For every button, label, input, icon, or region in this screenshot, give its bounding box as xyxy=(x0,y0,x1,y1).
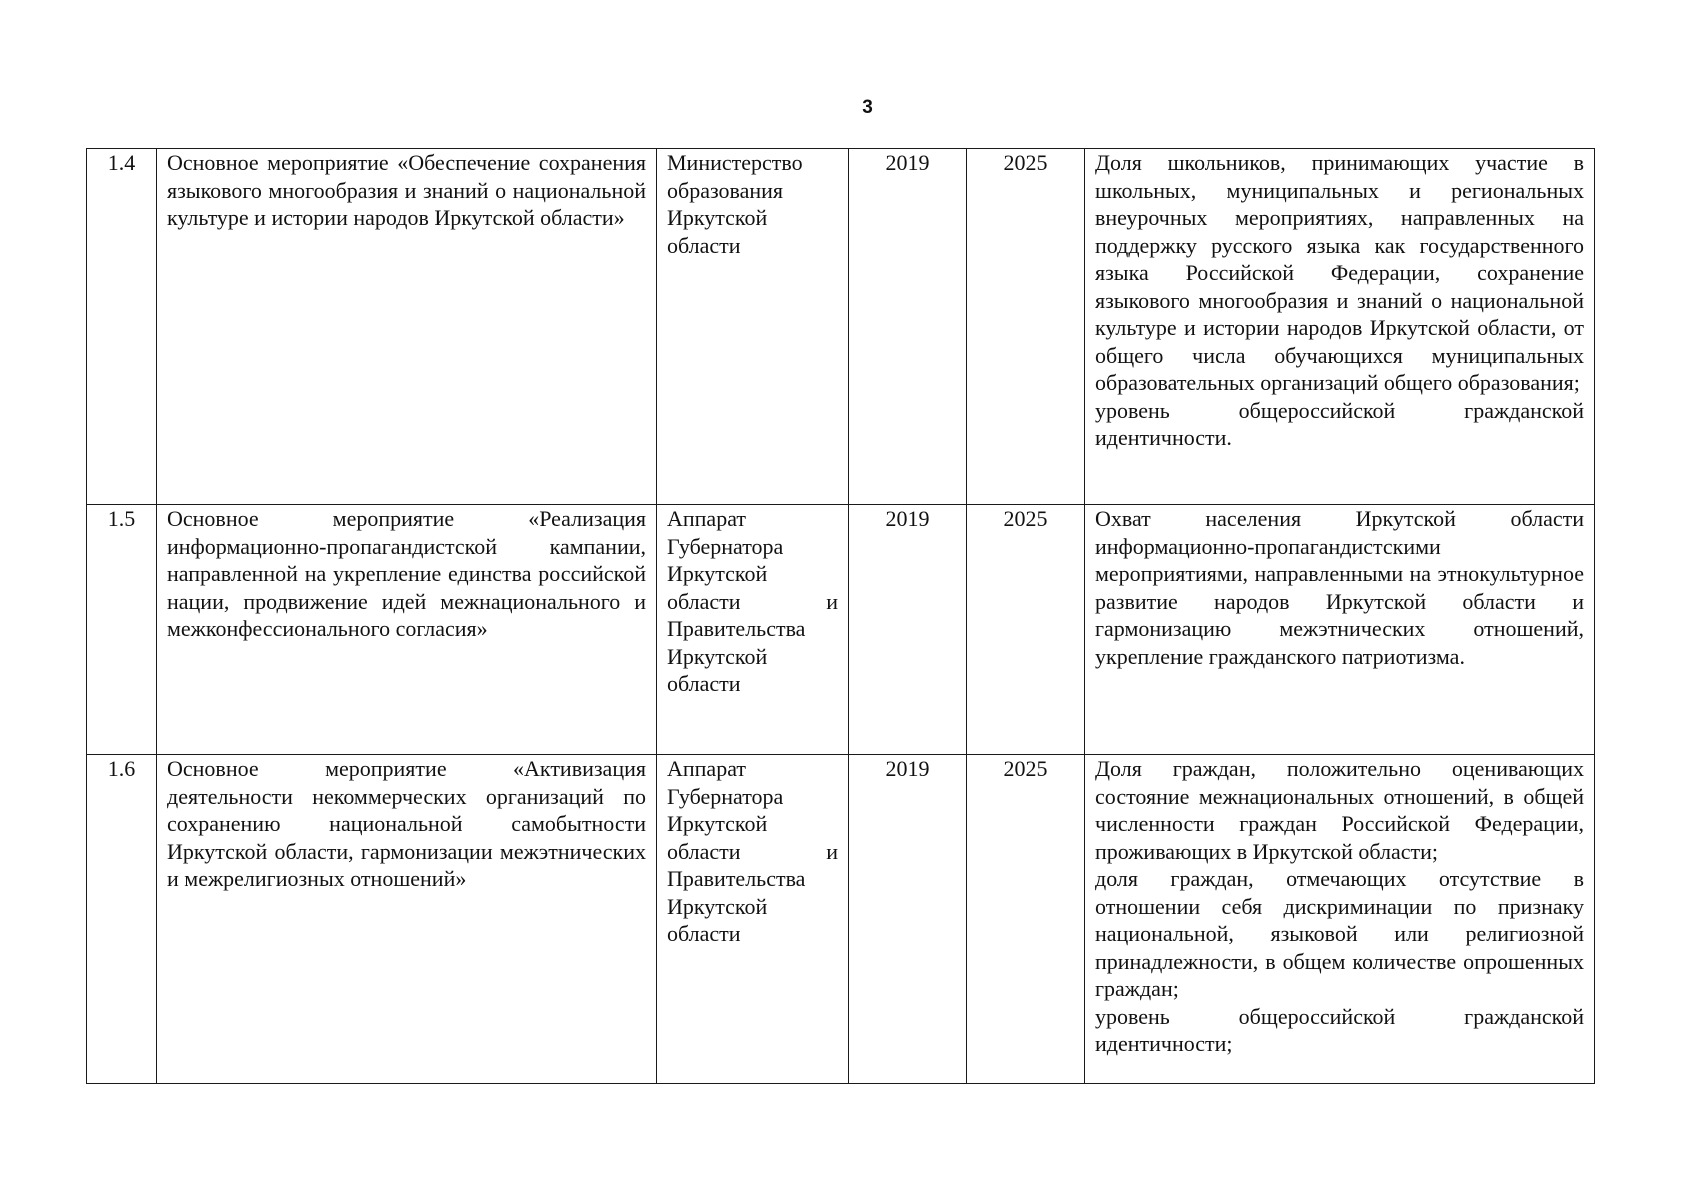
year-end: 2025 xyxy=(967,149,1085,505)
row-number: 1.4 xyxy=(87,149,157,505)
row-number: 1.5 xyxy=(87,505,157,755)
activity-title xyxy=(157,755,657,1084)
indicator-paragraph: доля граждан, отмечающих отсутствие в отношении себя дискриминации по признаку национальной, языковой или религиозной принадлежности, в общем количестве опрошенных граждан; xyxy=(1095,866,1584,1001)
executor-cell xyxy=(657,149,849,505)
table-row xyxy=(87,755,1595,1084)
year-end: 2025 xyxy=(967,755,1085,1084)
activities-table xyxy=(86,148,1595,1084)
indicator-paragraph: Доля школьников, принимающих участие в школьных, муниципальных и региональных внеурочных мероприятиях, направленных на поддержку русского языка как государственного языка Российской Федерации, сохранение языкового многообразия и знаний о национальной культуре и истории народов Иркутской области, от общего числа обучающихся муниципальных образовательных организаций общего образования; xyxy=(1095,150,1584,395)
indicator-paragraph: уровень общероссийской гражданской идентичности; xyxy=(1095,1003,1584,1056)
year-end: 2025 xyxy=(967,505,1085,755)
indicator-paragraph: Доля граждан, положительно оценивающих состояние межнациональных отношений, в общей численности граждан Российской Федерации, проживающих в Иркутской области; xyxy=(1095,756,1584,864)
indicator-paragraph: Охват населения Иркутской области информационно-пропагандистскими мероприятиями, направленными на этнокультурное развитие народов Иркутской области и гармонизацию межэтнических отношений, укрепление гражданского патриотизма. xyxy=(1095,506,1584,669)
indicators-cell xyxy=(1085,505,1595,755)
indicators-cell xyxy=(1085,149,1595,505)
activity-title xyxy=(157,149,657,505)
executor-text: Министерство образования Иркутской области xyxy=(667,150,803,258)
page-number: 3 xyxy=(862,97,873,118)
table-row xyxy=(87,505,1595,755)
year-start: 2019 xyxy=(849,505,967,755)
year-start: 2019 xyxy=(849,149,967,505)
activity-title-text: Основное мероприятие «Реализация информационно-пропагандистской кампании, направленной на укрепление единства российской нации, продвижение идей межнационального и межконфессионального согласия» xyxy=(167,506,646,641)
executor-cell xyxy=(657,505,849,755)
executor-text: Аппарат Губернатора Иркутской области и Правительства Иркутской области xyxy=(667,506,838,696)
indicators-cell xyxy=(1085,755,1595,1084)
activity-title-text: Основное мероприятие «Обеспечение сохранения языкового многообразия и знаний о национальной культуре и истории народов Иркутской области» xyxy=(167,150,646,230)
indicator-paragraph: уровень общероссийской гражданской идентичности. xyxy=(1095,397,1584,450)
row-number: 1.6 xyxy=(87,755,157,1084)
executor-cell xyxy=(657,755,849,1084)
activity-title-text: Основное мероприятие «Активизация деятельности некоммерческих организаций по сохранению национальной самобытности Иркутской области, гармонизации межэтнических и межрелигиозных отношений» xyxy=(167,756,646,891)
table-row xyxy=(87,149,1595,505)
activity-title xyxy=(157,505,657,755)
executor-text: Аппарат Губернатора Иркутской области и Правительства Иркутской области xyxy=(667,756,838,946)
year-start: 2019 xyxy=(849,755,967,1084)
